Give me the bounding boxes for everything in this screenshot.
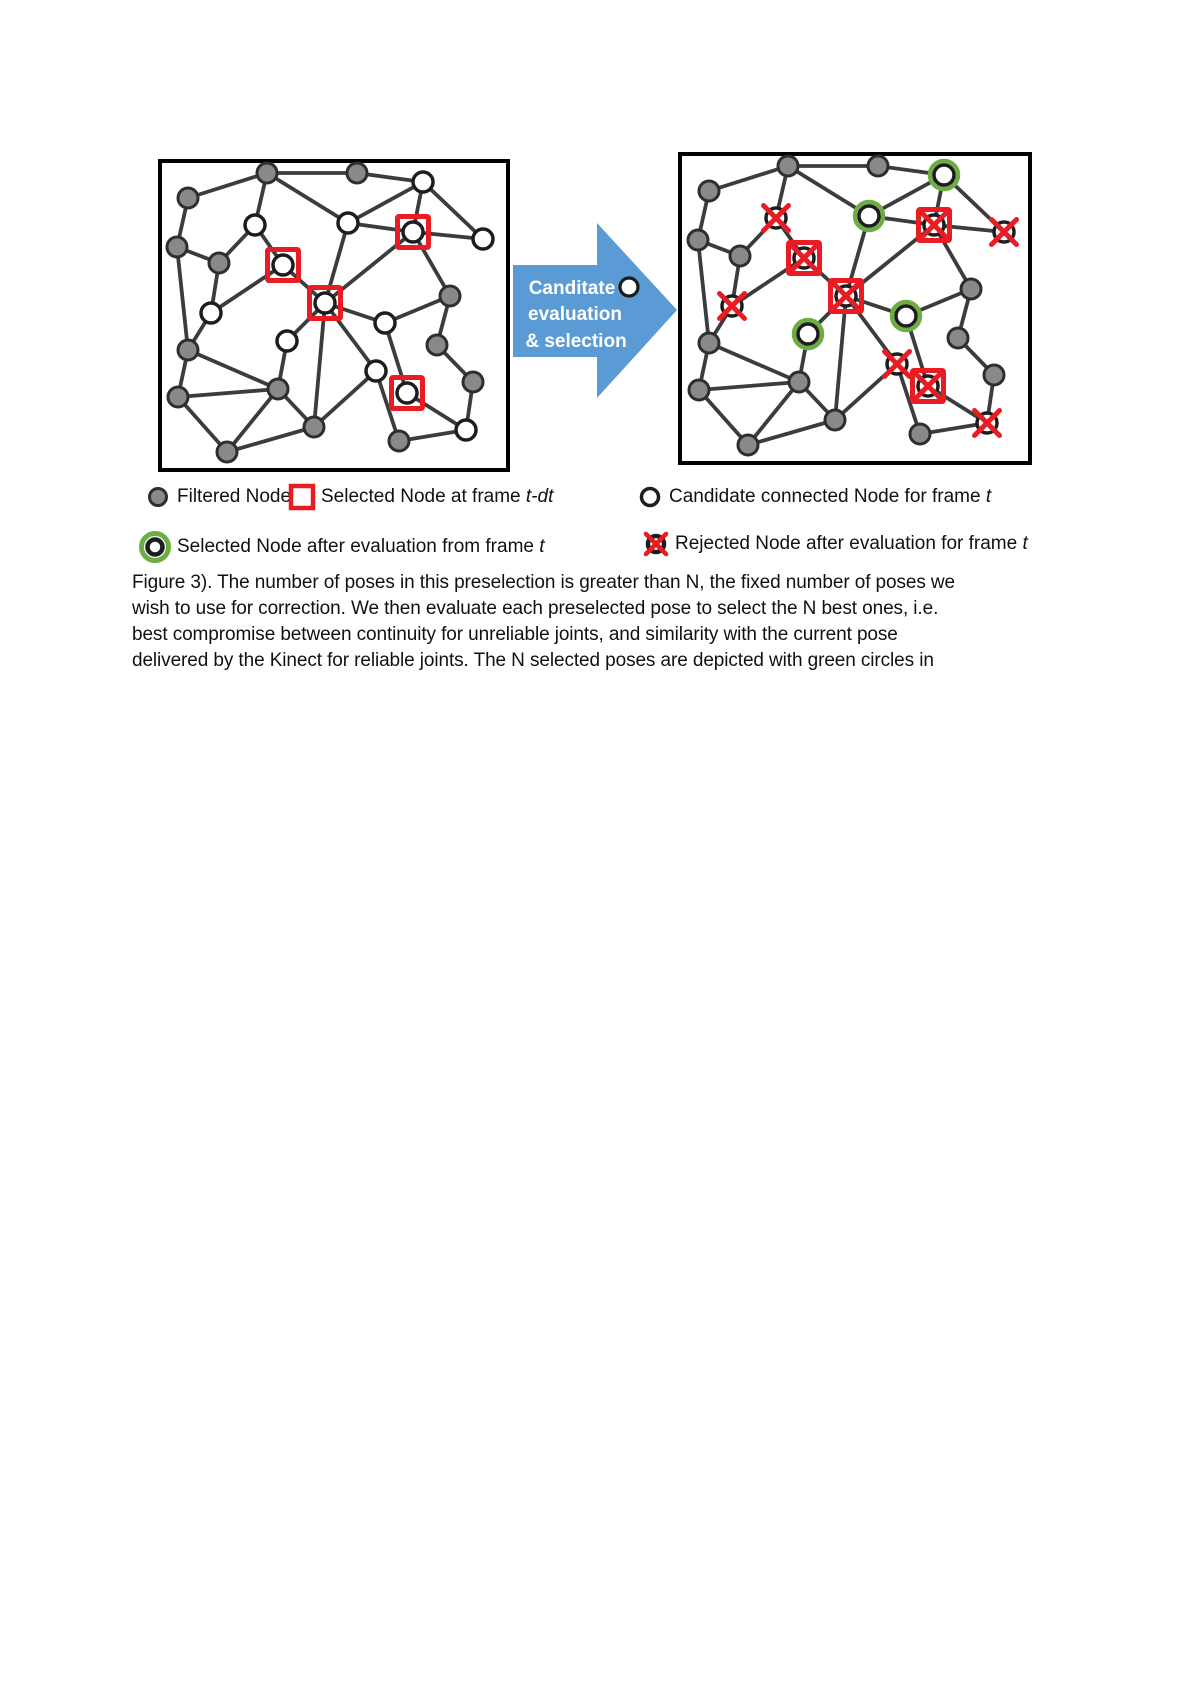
filtered-node bbox=[268, 379, 288, 399]
filtered-node bbox=[948, 328, 968, 348]
green-node bbox=[896, 306, 916, 326]
filtered-node bbox=[738, 435, 758, 455]
candidate-node-icon bbox=[620, 278, 638, 296]
legend-item-filtered-node bbox=[144, 483, 291, 511]
filtered-node bbox=[168, 387, 188, 407]
candidate-node bbox=[473, 229, 493, 249]
filtered-node bbox=[178, 340, 198, 360]
candidate-node bbox=[413, 172, 433, 192]
graph-panel-after bbox=[678, 152, 1032, 465]
candidate-node bbox=[277, 331, 297, 351]
green-node bbox=[859, 206, 879, 226]
rejected-x-icon bbox=[642, 530, 670, 558]
selected-node bbox=[273, 255, 293, 275]
graph-edge bbox=[227, 427, 314, 452]
candidate-node bbox=[456, 420, 476, 440]
filtered-node bbox=[257, 163, 277, 183]
graph-panel-before bbox=[158, 159, 510, 472]
graph-edge bbox=[227, 389, 278, 452]
filtered-node bbox=[778, 156, 798, 176]
graph-edge bbox=[748, 420, 835, 445]
filtered-node bbox=[699, 333, 719, 353]
caption-line: Figure 3). The number of poses in this preselection is greater than N, the fixed number of poses we bbox=[132, 572, 956, 593]
graph-edge bbox=[188, 173, 267, 198]
arrow-label-line2: evaluation bbox=[528, 304, 622, 325]
caption-line: wish to use for correction. We then evaluate each preselected pose to select the N best ones, i.e. bbox=[132, 598, 939, 619]
graph-edge bbox=[188, 350, 278, 389]
filtered-node bbox=[167, 237, 187, 257]
filtered-node bbox=[463, 372, 483, 392]
graph-edge bbox=[178, 389, 278, 397]
filtered-node bbox=[209, 253, 229, 273]
filtered-node bbox=[910, 424, 930, 444]
candidate-node-icon bbox=[636, 483, 664, 511]
arrow-label-line1: Canditate bbox=[528, 278, 616, 299]
graph-edge bbox=[314, 303, 325, 427]
filtered-node bbox=[868, 156, 888, 176]
caption-line: best compromise between continuity for unreliable joints, and similarity with the current pose bbox=[132, 624, 898, 645]
filtered-node bbox=[427, 335, 447, 355]
graph-edge bbox=[748, 382, 799, 445]
candidate-node bbox=[201, 303, 221, 323]
selected-node bbox=[403, 222, 423, 242]
selected-green-icon bbox=[138, 530, 172, 564]
filtered-node bbox=[389, 431, 409, 451]
legend-item-rejected bbox=[642, 530, 1028, 558]
filtered-node bbox=[347, 163, 367, 183]
graph-edge bbox=[709, 343, 799, 382]
legend-item-selected-tdt bbox=[288, 483, 553, 511]
filtered-node bbox=[730, 246, 750, 266]
legend-label: Candidate connected Node for frame t bbox=[669, 486, 992, 507]
graph-edge bbox=[699, 382, 799, 390]
candidate-node bbox=[245, 215, 265, 235]
filtered-node bbox=[699, 181, 719, 201]
graph-edge bbox=[177, 247, 188, 350]
filtered-node bbox=[961, 279, 981, 299]
legend-label: Selected Node after evaluation from frame t bbox=[177, 536, 545, 557]
filtered-node bbox=[825, 410, 845, 430]
filtered-node bbox=[217, 442, 237, 462]
candidate-node bbox=[338, 213, 358, 233]
graph-edge bbox=[835, 296, 846, 420]
legend-label: Filtered Node bbox=[177, 486, 292, 507]
filtered-node bbox=[789, 372, 809, 392]
graph-edge bbox=[423, 182, 483, 239]
graph-edge bbox=[314, 371, 376, 427]
legend-item-selected-green bbox=[138, 530, 545, 564]
graph-edge bbox=[267, 173, 348, 223]
candidate-node bbox=[375, 313, 395, 333]
green-node bbox=[798, 324, 818, 344]
graph-edge bbox=[709, 166, 788, 191]
legend-item-candidate bbox=[636, 483, 991, 511]
legend-label: Selected Node at frame t-dt bbox=[321, 486, 554, 507]
filtered-node bbox=[440, 286, 460, 306]
filtered-node bbox=[304, 417, 324, 437]
filtered-node bbox=[984, 365, 1004, 385]
filtered-node bbox=[178, 188, 198, 208]
graph-edge bbox=[698, 240, 709, 343]
graph-edge bbox=[325, 223, 348, 303]
filtered-node bbox=[689, 380, 709, 400]
filtered-node bbox=[688, 230, 708, 250]
candidate-node bbox=[366, 361, 386, 381]
arrow-label-line3: & selection bbox=[525, 331, 627, 352]
selected-square-icon bbox=[288, 483, 316, 511]
figure-caption bbox=[132, 570, 1077, 674]
selected-node bbox=[397, 383, 417, 403]
transition-arrow bbox=[505, 215, 690, 410]
green-node bbox=[934, 165, 954, 185]
filtered-node-icon bbox=[144, 483, 172, 511]
graph-after-svg bbox=[678, 152, 1032, 465]
graph-before-svg bbox=[158, 159, 510, 472]
selected-node bbox=[315, 293, 335, 313]
caption-line: delivered by the Kinect for reliable joints. The N selected poses are depicted with green circles in bbox=[132, 650, 934, 671]
legend-label: Rejected Node after evaluation for frame t bbox=[675, 533, 1028, 554]
